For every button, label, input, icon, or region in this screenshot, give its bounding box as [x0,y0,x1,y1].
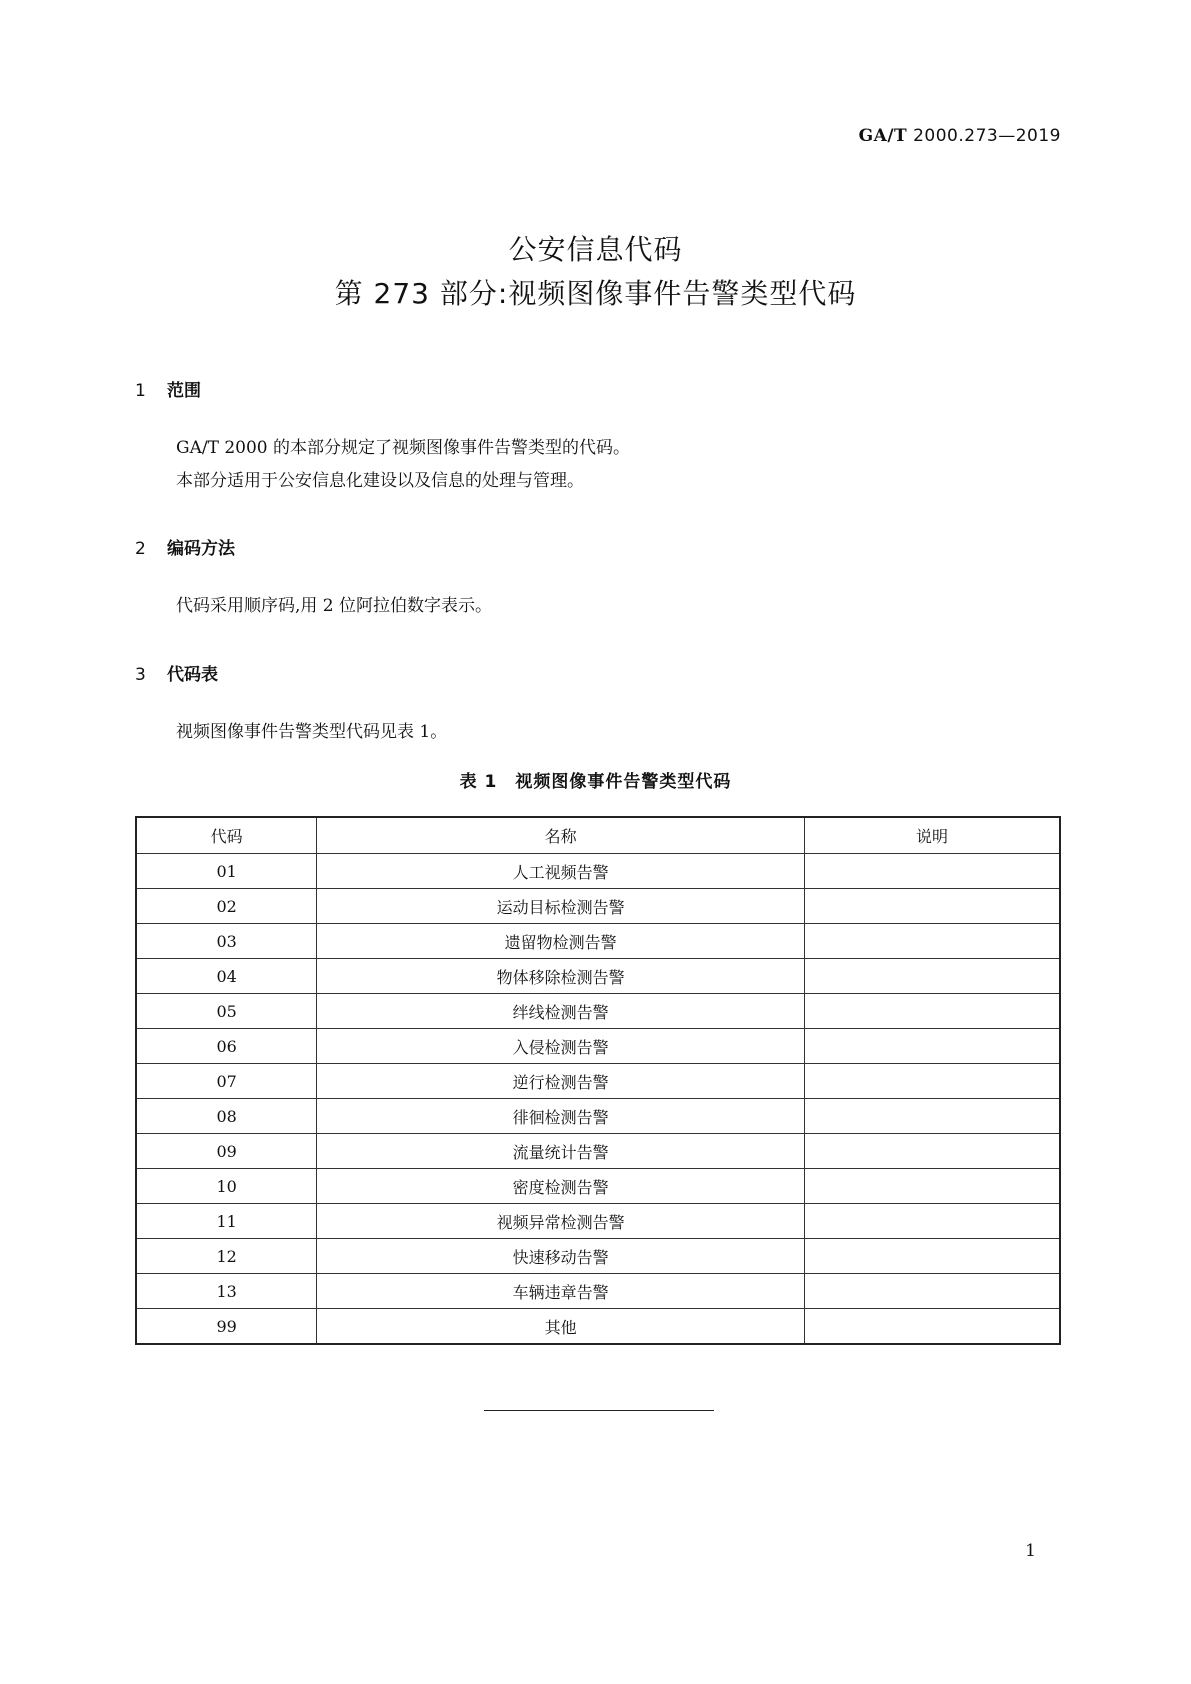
table-caption: 表 1 视频图像事件告警类型代码 [459,772,732,792]
table-row [136,1204,1060,1239]
table-row [136,1064,1060,1099]
standard-prefix: GA/T [858,126,908,146]
description-cell [805,1134,1060,1169]
name-cell: 绊线检测告警 [317,994,805,1029]
code-cell: 10 [136,1169,317,1204]
name-cell: 逆行检测告警 [317,1064,805,1099]
name-cell: 视频异常检测告警 [317,1204,805,1239]
code-cell: 06 [136,1029,317,1064]
code-cell: 01 [136,854,317,889]
header-description: 说明 [805,817,1060,854]
table-row [136,959,1060,994]
document-subtitle: 第 273 部分:视频图像事件告警类型代码 [334,277,857,310]
description-cell [805,1239,1060,1274]
name-cell: 运动目标检测告警 [317,889,805,924]
code-cell: 05 [136,994,317,1029]
paragraph: 本部分适用于公安信息化建设以及信息的处理与管理。 [176,471,584,491]
table-row [136,1029,1060,1064]
name-cell: 入侵检测告警 [317,1029,805,1064]
name-cell: 密度检测告警 [317,1169,805,1204]
code-cell: 02 [136,889,317,924]
standard-number [859,126,1061,146]
section-number: 3 [135,665,146,685]
section-heading-code-table [135,660,218,685]
description-cell [805,854,1060,889]
code-cell: 12 [136,1239,317,1274]
description-cell [805,959,1060,994]
description-cell [805,889,1060,924]
name-cell: 其他 [317,1309,805,1345]
table-body [136,854,1060,1345]
section-number: 2 [135,539,146,559]
name-cell: 人工视频告警 [317,854,805,889]
code-cell: 04 [136,959,317,994]
name-cell: 物体移除检测告警 [317,959,805,994]
description-cell [805,1274,1060,1309]
section-title: 范围 [167,381,201,401]
table-row [136,889,1060,924]
code-cell: 11 [136,1204,317,1239]
table-row [136,1274,1060,1309]
header-name: 名称 [317,817,805,854]
name-cell: 车辆违章告警 [317,1274,805,1309]
table-header-row [136,817,1060,854]
standard-code: 2000.273—2019 [913,126,1061,146]
table-row [136,1099,1060,1134]
table-row [136,1309,1060,1345]
table-row [136,854,1060,889]
description-cell [805,1309,1060,1345]
name-cell: 遗留物检测告警 [317,924,805,959]
table-row [136,1134,1060,1169]
table-row [136,924,1060,959]
name-cell: 徘徊检测告警 [317,1099,805,1134]
code-table [135,816,1061,1345]
code-cell: 03 [136,924,317,959]
code-cell: 09 [136,1134,317,1169]
code-cell: 13 [136,1274,317,1309]
paragraph: 视频图像事件告警类型代码见表 1。 [176,722,448,742]
code-cell: 99 [136,1309,317,1345]
code-cell: 07 [136,1064,317,1099]
code-cell: 08 [136,1099,317,1134]
description-cell [805,1029,1060,1064]
end-rule [484,1410,714,1411]
section-title: 编码方法 [167,539,235,559]
description-cell [805,924,1060,959]
section-heading-scope [135,376,201,401]
name-cell: 流量统计告警 [317,1134,805,1169]
section-number: 1 [135,381,146,401]
table-row [136,1239,1060,1274]
description-cell [805,1064,1060,1099]
table-row [136,1169,1060,1204]
description-cell [805,1204,1060,1239]
description-cell [805,1099,1060,1134]
description-cell [805,994,1060,1029]
paragraph: GA/T 2000 的本部分规定了视频图像事件告警类型的代码。 [176,438,630,458]
page-number: 1 [1025,1541,1036,1561]
description-cell [805,1169,1060,1204]
document-title: 公安信息代码 [508,233,683,266]
section-title: 代码表 [167,665,218,685]
paragraph: 代码采用顺序码,用 2 位阿拉伯数字表示。 [176,596,493,616]
table-row [136,994,1060,1029]
section-heading-coding-method [135,534,235,559]
header-code: 代码 [136,817,317,854]
name-cell: 快速移动告警 [317,1239,805,1274]
